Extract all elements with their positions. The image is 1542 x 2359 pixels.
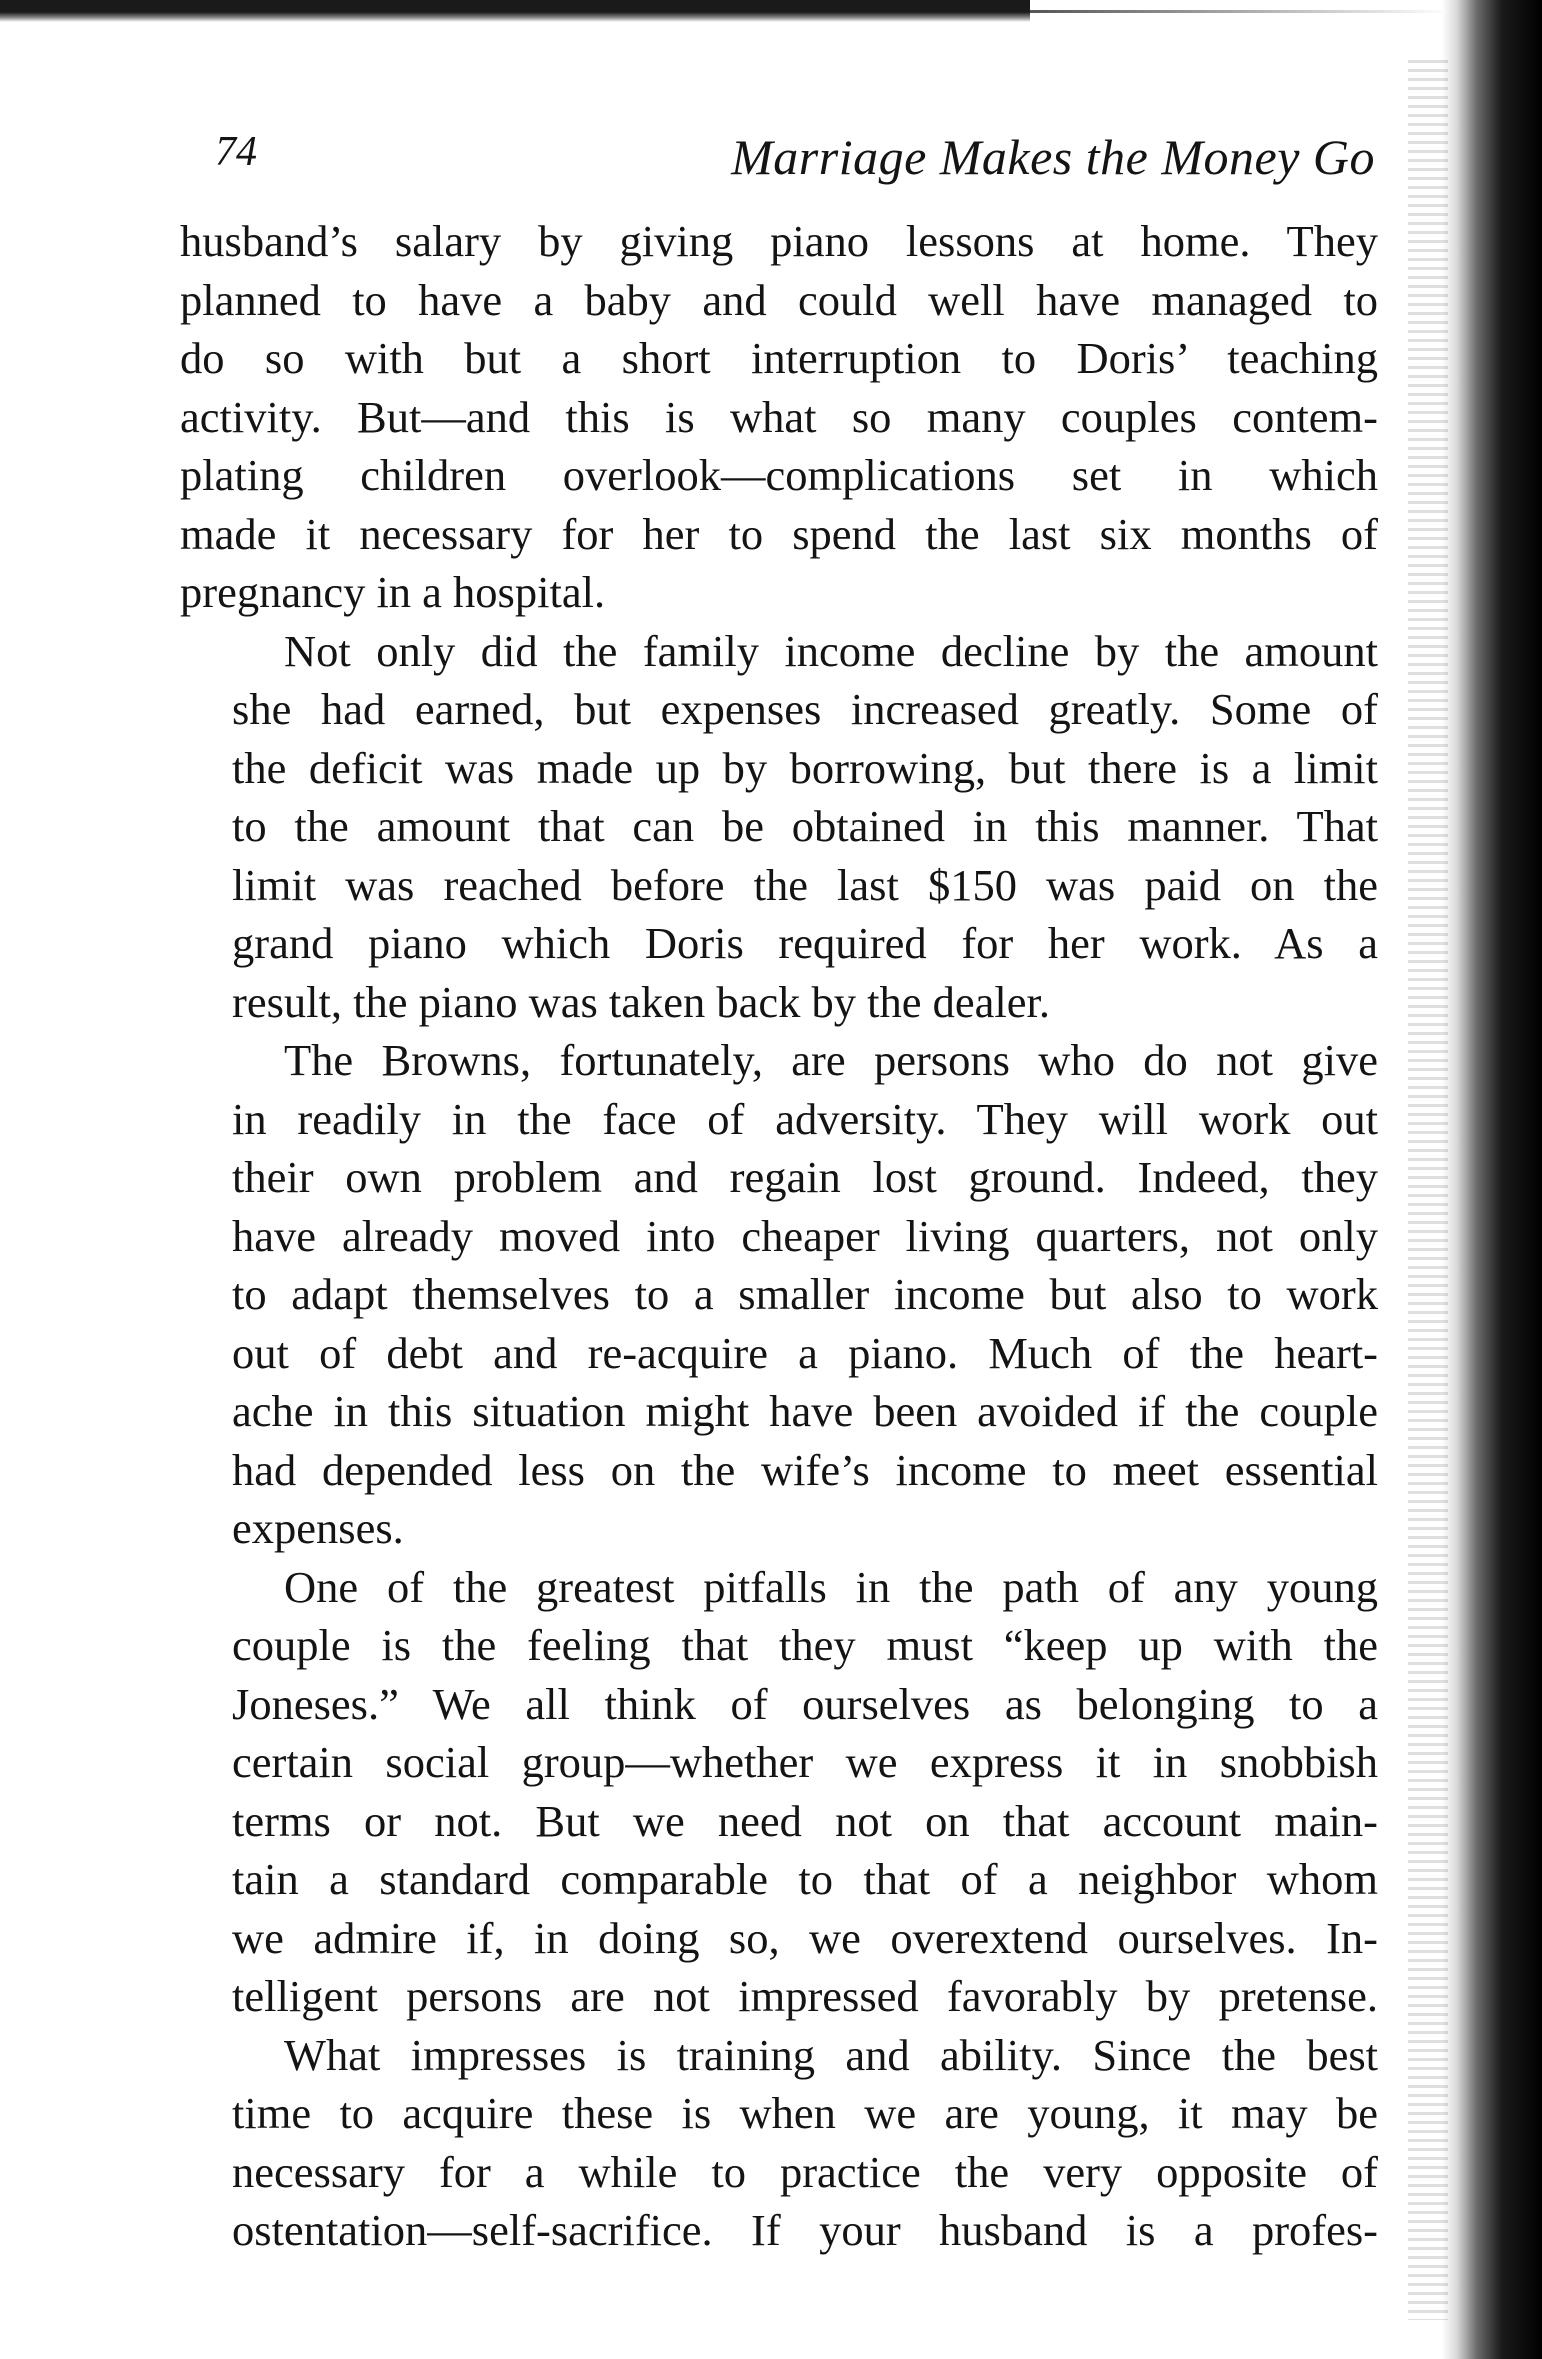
- text-line: husband’s salary by giving piano lessons at home. They: [180, 216, 1378, 266]
- text-line: do so with but a short interruption to Doris’ teaching: [180, 333, 1378, 383]
- text-line: out of debt and re-acquire a piano. Much of the heart-: [232, 1327, 1378, 1378]
- text-line: ache in this situation might have been avoided if the couple: [232, 1386, 1378, 1436]
- text-line: the deficit was made up by borrowing, but there is a limit: [232, 742, 1378, 793]
- text-line: she had earned, but expenses increased greatly. Some of: [232, 684, 1378, 734]
- text-line: activity. But—and this is what so many couples contem-: [180, 391, 1378, 442]
- text-line: had depended less on the wife’s income to meet essential: [232, 1444, 1378, 1495]
- text-line: telligent persons are not impressed favorably by pretense.: [232, 1971, 1378, 2021]
- paragraph-1: [180, 212, 1378, 622]
- text-line: result, the piano was taken back by the dealer.: [232, 976, 1051, 1027]
- text-line: grand piano which Doris required for her work. As a: [232, 918, 1378, 968]
- body-text: [180, 212, 1378, 2260]
- text-line: Not only did the family income decline by the amount: [284, 625, 1378, 676]
- paragraph-4: [180, 1558, 1378, 2026]
- text-line: certain social group—whether we express it in snobbish: [232, 1737, 1378, 1787]
- paragraph-2: [180, 622, 1378, 1032]
- text-line: their own problem and regain lost ground. Indeed, they: [232, 1152, 1378, 1202]
- text-line: tain a standard comparable to that of a neighbor whom: [232, 1854, 1378, 1904]
- text-line: in readily in the face of adversity. They will work out: [232, 1093, 1378, 1144]
- running-title: Marriage Makes the Money Go: [731, 129, 1375, 185]
- text-line: plating children overlook—complications set in which: [180, 450, 1378, 500]
- page-number: 74: [215, 129, 257, 175]
- text-line: to the amount that can be obtained in this manner. That: [232, 801, 1378, 851]
- text-line: Joneses.” We all think of ourselves as belonging to a: [232, 1678, 1378, 1729]
- paragraph-5: [180, 2026, 1378, 2260]
- text-line: The Browns, fortunately, are persons who do not give: [284, 1035, 1378, 1085]
- text-line: expenses.: [232, 1503, 404, 1553]
- text-line: made it necessary for her to spend the last six months of: [180, 508, 1378, 559]
- text-line: terms or not. But we need not on that account main-: [232, 1795, 1378, 1846]
- text-line: pregnancy in a hospital.: [180, 567, 606, 617]
- text-line: we admire if, in doing so, we overextend ourselves. In-: [232, 1912, 1378, 1963]
- text-line: ostentation—self-sacrifice. If your husband is a profes-: [232, 2205, 1378, 2255]
- text-line: have already moved into cheaper living quarters, not only: [232, 1210, 1378, 1261]
- text-line: couple is the feeling that they must “keep up with the: [232, 1620, 1378, 1670]
- running-head: [215, 128, 1375, 208]
- text-line: limit was reached before the last $150 was paid on the: [232, 859, 1378, 910]
- text-line: One of the greatest pitfalls in the path of any young: [284, 1561, 1378, 1612]
- text-line: to adapt themselves to a smaller income but also to work: [232, 1269, 1378, 1319]
- text-line: necessary for a while to practice the very opposite of: [232, 2146, 1378, 2197]
- book-spine-shadow: [1442, 0, 1542, 2359]
- text-line: What impresses is training and ability. Since the best: [284, 2029, 1378, 2080]
- text-line: planned to have a baby and could well have managed to: [180, 274, 1378, 325]
- top-scan-rule: [0, 0, 1030, 22]
- paragraph-3: [180, 1031, 1378, 1558]
- text-line: time to acquire these is when we are young, it may be: [232, 2088, 1378, 2138]
